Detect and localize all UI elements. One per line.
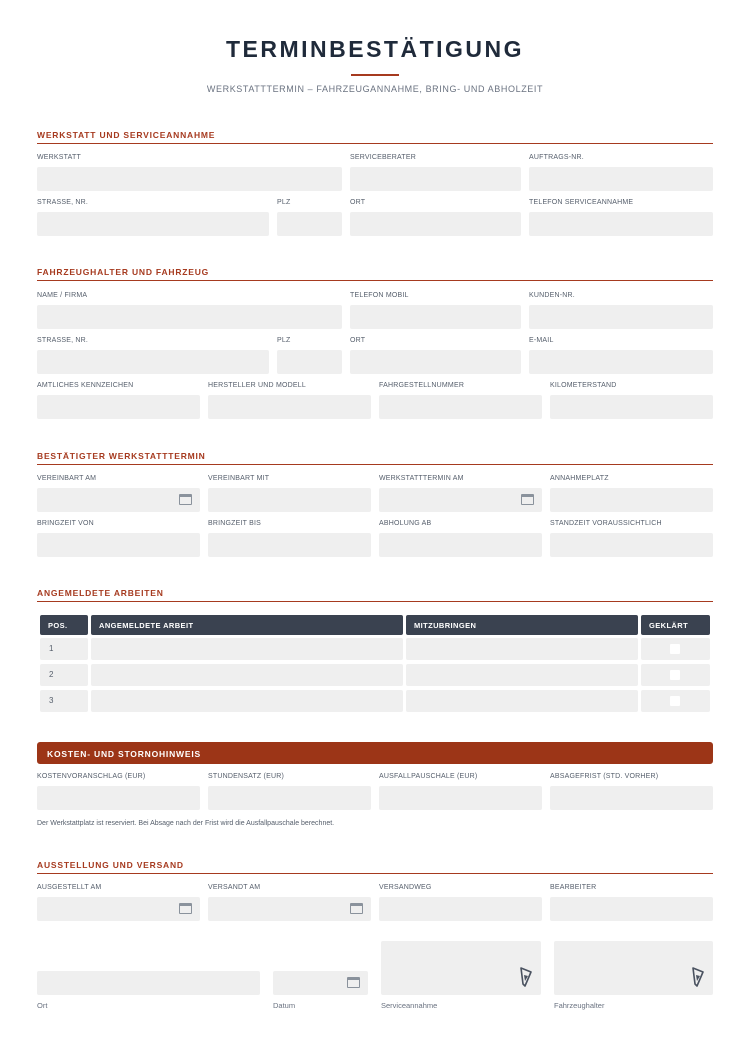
label-kennzeichen: AMTLICHES KENNZEICHEN bbox=[37, 382, 134, 389]
label-kva: KOSTENVORANSCHLAG (EUR) bbox=[37, 773, 146, 780]
kostenvoranschlag-field[interactable] bbox=[37, 786, 200, 810]
label-fahrzeughalter: Fahrzeughalter bbox=[554, 1001, 605, 1010]
label-halter-plz: PLZ bbox=[277, 337, 291, 344]
vereinbart-mit-field[interactable] bbox=[208, 488, 371, 512]
werkstatt-plz-field[interactable] bbox=[277, 212, 342, 236]
label-versandweg: VERSANDWEG bbox=[379, 884, 432, 891]
geklaert-cell bbox=[641, 690, 710, 712]
column-header-geklaert: GEKLÄRT bbox=[641, 615, 710, 635]
name-firma-field[interactable] bbox=[37, 305, 342, 329]
calendar-icon[interactable] bbox=[179, 903, 192, 914]
section-title-issue: AUSSTELLUNG UND VERSAND bbox=[37, 860, 713, 874]
signature-serviceannahme-field[interactable] bbox=[381, 941, 541, 995]
section-title-vehicle: FAHRZEUGHALTER UND FAHRZEUG bbox=[37, 267, 713, 281]
label-datum: Datum bbox=[273, 1001, 296, 1010]
label-kunden-nr: KUNDEN-NR. bbox=[529, 292, 575, 299]
werkstatttermin-am-field[interactable] bbox=[379, 488, 542, 512]
label-bring-von: BRINGZEIT VON bbox=[37, 520, 94, 527]
bringzeit-von-field[interactable] bbox=[37, 533, 200, 557]
label-km: KILOMETERSTAND bbox=[550, 382, 617, 389]
label-standzeit: STANDZEIT VORAUSSICHTLICH bbox=[550, 520, 662, 527]
label-strasse: STRASSE, NR. bbox=[37, 199, 89, 206]
page-subtitle: WERKSTATTTERMIN – FAHRZEUGANNAHME, BRING- UND ABHOLZEIT bbox=[206, 84, 544, 94]
storno-note: Der Werkstattplatz ist reserviert. Bei Absage nach der Frist wird die Ausfallpauschale berechnet. bbox=[37, 820, 335, 827]
label-vereinbart-am: VEREINBART AM bbox=[37, 475, 97, 482]
page-title: TERMINBESTÄTIGUNG bbox=[225, 36, 525, 62]
label-ausfall: AUSFALLPAUSCHALE (EUR) bbox=[379, 773, 478, 780]
werkstatt-strasse-field[interactable] bbox=[37, 212, 269, 236]
label-werkstatt: WERKSTATT bbox=[37, 154, 81, 161]
table-row-pos: 3 bbox=[40, 690, 88, 712]
label-name: NAME / FIRMA bbox=[37, 292, 88, 299]
title-divider bbox=[351, 74, 399, 76]
absagefrist-field[interactable] bbox=[550, 786, 713, 810]
fahrgestellnummer-field[interactable] bbox=[379, 395, 542, 419]
calendar-icon[interactable] bbox=[521, 494, 534, 505]
geklaert-checkbox[interactable] bbox=[670, 644, 680, 654]
label-ort: ORT bbox=[350, 199, 366, 206]
label-stundensatz: STUNDENSATZ (EUR) bbox=[208, 773, 284, 780]
label-telefon-service: TELEFON SERVICEANNAHME bbox=[529, 199, 634, 206]
label-serviceannahme: Serviceannahme bbox=[381, 1001, 438, 1010]
vereinbart-am-field[interactable] bbox=[37, 488, 200, 512]
geklaert-cell bbox=[641, 664, 710, 686]
section-title-costs: KOSTEN- UND STORNOHINWEIS bbox=[37, 742, 713, 764]
ort-field[interactable] bbox=[37, 971, 260, 995]
label-abholung: ABHOLUNG AB bbox=[379, 520, 432, 527]
ausgestellt-am-field[interactable] bbox=[37, 897, 200, 921]
label-termin-am: WERKSTATTTERMIN AM bbox=[379, 475, 464, 482]
label-vereinbart-mit: VEREINBART MIT bbox=[208, 475, 270, 482]
geklaert-checkbox[interactable] bbox=[670, 670, 680, 680]
mitzubringen-cell[interactable] bbox=[406, 690, 638, 712]
werkstatt-field[interactable] bbox=[37, 167, 342, 191]
label-plz: PLZ bbox=[277, 199, 291, 206]
label-auftrag: AUFTRAGS-NR. bbox=[529, 154, 584, 161]
arbeit-cell[interactable] bbox=[91, 690, 403, 712]
hersteller-modell-field[interactable] bbox=[208, 395, 371, 419]
arbeit-cell[interactable] bbox=[91, 638, 403, 660]
email-field[interactable] bbox=[529, 350, 713, 374]
telefon-serviceannahme-field[interactable] bbox=[529, 212, 713, 236]
label-email: E-MAIL bbox=[529, 337, 554, 344]
versandweg-field[interactable] bbox=[379, 897, 542, 921]
section-title-work: ANGEMELDETE ARBEITEN bbox=[37, 588, 713, 602]
column-header-arbeit: ANGEMELDETE ARBEIT bbox=[91, 615, 403, 635]
label-bring-bis: BRINGZEIT BIS bbox=[208, 520, 262, 527]
annahmeplatz-field[interactable] bbox=[550, 488, 713, 512]
halter-ort-field[interactable] bbox=[350, 350, 521, 374]
mitzubringen-cell[interactable] bbox=[406, 664, 638, 686]
kennzeichen-field[interactable] bbox=[37, 395, 200, 419]
serviceberater-field[interactable] bbox=[350, 167, 521, 191]
versandt-am-field[interactable] bbox=[208, 897, 371, 921]
column-header-pos: POS. bbox=[40, 615, 88, 635]
halter-plz-field[interactable] bbox=[277, 350, 342, 374]
telefon-mobil-field[interactable] bbox=[350, 305, 521, 329]
arbeit-cell[interactable] bbox=[91, 664, 403, 686]
label-telefon-mobil: TELEFON MOBIL bbox=[350, 292, 409, 299]
label-versandt: VERSANDT AM bbox=[208, 884, 261, 891]
mitzubringen-cell[interactable] bbox=[406, 638, 638, 660]
kilometerstand-field[interactable] bbox=[550, 395, 713, 419]
pen-icon bbox=[691, 967, 705, 987]
table-row-pos: 1 bbox=[40, 638, 88, 660]
werkstatt-ort-field[interactable] bbox=[350, 212, 521, 236]
label-annahmeplatz: ANNAHMEPLATZ bbox=[550, 475, 609, 482]
label-ausgestellt: AUSGESTELLT AM bbox=[37, 884, 102, 891]
stundensatz-field[interactable] bbox=[208, 786, 371, 810]
bearbeiter-field[interactable] bbox=[550, 897, 713, 921]
label-halter-ort: ORT bbox=[350, 337, 366, 344]
halter-strasse-field[interactable] bbox=[37, 350, 269, 374]
geklaert-checkbox[interactable] bbox=[670, 696, 680, 706]
calendar-icon[interactable] bbox=[350, 903, 363, 914]
datum-field[interactable] bbox=[273, 971, 368, 995]
ausfallpauschale-field[interactable] bbox=[379, 786, 542, 810]
label-serviceberater: SERVICEBERATER bbox=[350, 154, 416, 161]
label-halter-strasse: STRASSE, NR. bbox=[37, 337, 89, 344]
pen-icon bbox=[519, 967, 533, 987]
calendar-icon[interactable] bbox=[179, 494, 192, 505]
label-ort-signature: Ort bbox=[37, 1001, 48, 1010]
bringzeit-bis-field[interactable] bbox=[208, 533, 371, 557]
abholung-ab-field[interactable] bbox=[379, 533, 542, 557]
auftrags-nr-field[interactable] bbox=[529, 167, 713, 191]
standzeit-field[interactable] bbox=[550, 533, 713, 557]
column-header-mitzubringen: MITZUBRINGEN bbox=[406, 615, 638, 635]
section-title-workshop: WERKSTATT UND SERVICEANNAHME bbox=[37, 130, 713, 144]
label-bearbeiter: BEARBEITER bbox=[550, 884, 597, 891]
table-row-pos: 2 bbox=[40, 664, 88, 686]
section-title-appointment: BESTÄTIGTER WERKSTATTTERMIN bbox=[37, 451, 713, 465]
geklaert-cell bbox=[641, 638, 710, 660]
signature-fahrzeughalter-field[interactable] bbox=[554, 941, 713, 995]
label-absagefrist: ABSAGEFRIST (STD. VORHER) bbox=[550, 773, 659, 780]
kunden-nr-field[interactable] bbox=[529, 305, 713, 329]
calendar-icon[interactable] bbox=[347, 977, 360, 988]
label-fin: FAHRGESTELLNUMMER bbox=[379, 382, 465, 389]
label-hersteller: HERSTELLER UND MODELL bbox=[208, 382, 306, 389]
